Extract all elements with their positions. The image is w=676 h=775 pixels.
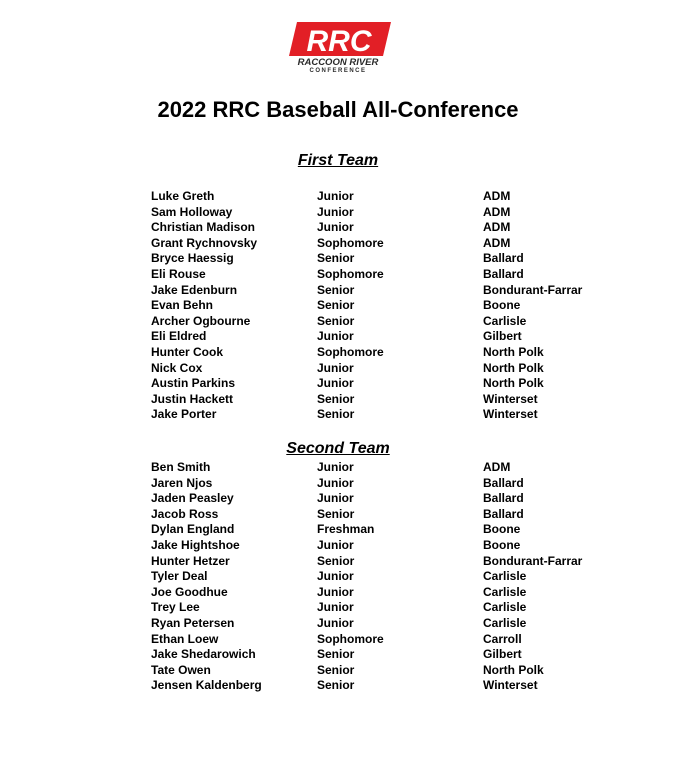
roster-row bbox=[151, 251, 611, 267]
player-grade: Junior bbox=[317, 475, 354, 490]
roster-row bbox=[151, 491, 611, 507]
player-grade: Junior bbox=[317, 204, 354, 219]
player-name: Ryan Petersen bbox=[151, 615, 235, 630]
logo-line1: RACCOON RIVER bbox=[297, 57, 379, 68]
roster-row bbox=[151, 476, 611, 492]
roster-row bbox=[151, 283, 611, 299]
player-grade: Sophomore bbox=[317, 235, 384, 250]
player-grade: Junior bbox=[317, 189, 354, 203]
player-name: Jake Shedarowich bbox=[151, 647, 256, 662]
player-school: North Polk bbox=[483, 344, 544, 359]
player-grade: Senior bbox=[317, 391, 355, 406]
player-name: Ethan Loew bbox=[151, 631, 219, 646]
player-name: Eli Rouse bbox=[151, 266, 206, 281]
player-school: Carlisle bbox=[483, 584, 527, 599]
player-school: Bondurant-Farrar bbox=[483, 553, 583, 568]
player-grade: Junior bbox=[317, 329, 354, 344]
player-name: Jaren Njos bbox=[151, 475, 213, 490]
player-name: Joe Goodhue bbox=[151, 584, 228, 599]
first-team-roster bbox=[151, 189, 611, 423]
player-name: Eli Eldred bbox=[151, 329, 207, 344]
player-name: Jake Hightshoe bbox=[151, 537, 240, 552]
logo-letters: RRC bbox=[306, 25, 372, 58]
player-name: Jake Porter bbox=[151, 407, 217, 422]
player-grade: Senior bbox=[317, 282, 355, 297]
player-name: Trey Lee bbox=[151, 600, 200, 615]
player-grade: Senior bbox=[317, 313, 355, 328]
player-school: ADM bbox=[483, 460, 511, 474]
conference-logo bbox=[283, 20, 393, 72]
player-school: ADM bbox=[483, 189, 511, 203]
player-grade: Junior bbox=[317, 537, 354, 552]
roster-row bbox=[151, 314, 611, 330]
player-name: Austin Parkins bbox=[151, 376, 236, 391]
player-school: North Polk bbox=[483, 360, 544, 375]
player-name: Ben Smith bbox=[151, 460, 211, 474]
player-name: Hunter Cook bbox=[151, 344, 223, 359]
player-school: Winterset bbox=[483, 391, 538, 406]
roster-row bbox=[151, 189, 611, 205]
player-school: Carlisle bbox=[483, 569, 527, 584]
player-grade: Senior bbox=[317, 553, 355, 568]
player-school: Bondurant-Farrar bbox=[483, 282, 583, 297]
player-name: Sam Holloway bbox=[151, 204, 233, 219]
player-school: Boone bbox=[483, 522, 521, 537]
roster-row bbox=[151, 616, 611, 632]
player-grade: Sophomore bbox=[317, 344, 384, 359]
roster-row bbox=[151, 407, 611, 423]
roster-row bbox=[151, 585, 611, 601]
roster-row bbox=[151, 678, 611, 694]
player-school: North Polk bbox=[483, 662, 544, 677]
roster-row bbox=[151, 220, 611, 236]
player-school: Winterset bbox=[483, 407, 538, 422]
player-name: Tyler Deal bbox=[151, 569, 208, 584]
player-school: Boone bbox=[483, 537, 521, 552]
player-grade: Junior bbox=[317, 569, 354, 584]
player-school: Ballard bbox=[483, 251, 524, 266]
roster-row bbox=[151, 267, 611, 283]
roster-row bbox=[151, 298, 611, 314]
roster-row bbox=[151, 236, 611, 252]
player-school: Winterset bbox=[483, 678, 538, 693]
player-grade: Junior bbox=[317, 220, 354, 235]
roster-row bbox=[151, 538, 611, 554]
player-name: Justin Hackett bbox=[151, 391, 234, 406]
page-title: 2022 RRC Baseball All-Conference bbox=[157, 97, 519, 122]
second-team-roster bbox=[151, 460, 611, 694]
player-school: ADM bbox=[483, 220, 511, 235]
player-grade: Junior bbox=[317, 376, 354, 391]
logo-line2: CONFERENCE bbox=[309, 68, 367, 72]
player-grade: Senior bbox=[317, 251, 355, 266]
roster-row bbox=[151, 205, 611, 221]
player-grade: Sophomore bbox=[317, 266, 384, 281]
player-school: ADM bbox=[483, 235, 511, 250]
roster-row bbox=[151, 361, 611, 377]
player-grade: Junior bbox=[317, 360, 354, 375]
player-grade: Freshman bbox=[317, 522, 375, 537]
roster-row bbox=[151, 647, 611, 663]
player-name: Dylan England bbox=[151, 522, 235, 537]
roster-row bbox=[151, 663, 611, 679]
player-school: North Polk bbox=[483, 376, 544, 391]
player-school: Gilbert bbox=[483, 329, 522, 344]
player-name: Hunter Hetzer bbox=[151, 553, 230, 568]
roster-row bbox=[151, 376, 611, 392]
roster-row bbox=[151, 632, 611, 648]
player-grade: Senior bbox=[317, 662, 355, 677]
player-grade: Junior bbox=[317, 584, 354, 599]
player-grade: Junior bbox=[317, 600, 354, 615]
player-grade: Senior bbox=[317, 407, 355, 422]
player-name: Bryce Haessig bbox=[151, 251, 234, 266]
player-name: Jake Edenburn bbox=[151, 282, 238, 297]
player-school: Ballard bbox=[483, 491, 524, 506]
second-team-heading: Second Team bbox=[286, 440, 390, 457]
player-name: Tate Owen bbox=[151, 662, 211, 677]
player-name: Evan Behn bbox=[151, 298, 214, 313]
player-school: Carlisle bbox=[483, 600, 527, 615]
player-grade: Junior bbox=[317, 615, 354, 630]
player-grade: Junior bbox=[317, 491, 354, 506]
player-name: Nick Cox bbox=[151, 360, 203, 375]
roster-row bbox=[151, 329, 611, 345]
player-school: Ballard bbox=[483, 266, 524, 281]
roster-row bbox=[151, 392, 611, 408]
player-school: Gilbert bbox=[483, 647, 522, 662]
player-school: Carlisle bbox=[483, 615, 527, 630]
player-school: Carroll bbox=[483, 631, 522, 646]
player-grade: Sophomore bbox=[317, 631, 384, 646]
roster-row bbox=[151, 522, 611, 538]
player-school: Ballard bbox=[483, 475, 524, 490]
player-school: ADM bbox=[483, 204, 511, 219]
player-grade: Junior bbox=[317, 460, 354, 474]
player-grade: Senior bbox=[317, 298, 355, 313]
player-name: Grant Rychnovsky bbox=[151, 235, 258, 250]
player-grade: Senior bbox=[317, 506, 355, 521]
player-name: Archer Ogbourne bbox=[151, 313, 251, 328]
player-grade: Senior bbox=[317, 678, 355, 693]
player-name: Luke Greth bbox=[151, 189, 215, 203]
player-school: Ballard bbox=[483, 506, 524, 521]
player-name: Jacob Ross bbox=[151, 506, 219, 521]
roster-row bbox=[151, 554, 611, 570]
player-name: Jaden Peasley bbox=[151, 491, 234, 506]
roster-row bbox=[151, 345, 611, 361]
roster-row bbox=[151, 600, 611, 616]
roster-row bbox=[151, 460, 611, 476]
player-school: Carlisle bbox=[483, 313, 527, 328]
roster-row bbox=[151, 507, 611, 523]
roster-row bbox=[151, 569, 611, 585]
player-name: Christian Madison bbox=[151, 220, 256, 235]
first-team-heading: First Team bbox=[297, 152, 379, 169]
player-name: Jensen Kaldenberg bbox=[151, 678, 262, 693]
player-school: Boone bbox=[483, 298, 521, 313]
player-grade: Senior bbox=[317, 647, 355, 662]
